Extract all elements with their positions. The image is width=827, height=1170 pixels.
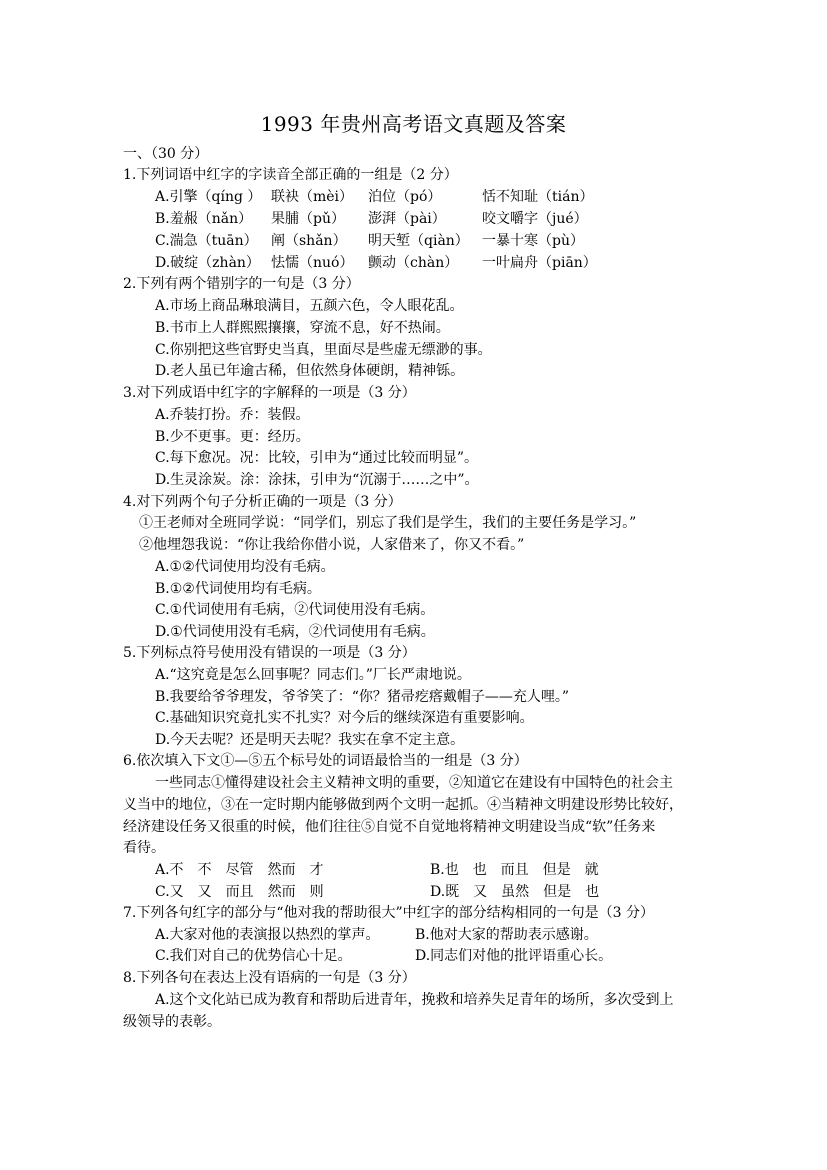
- q2-option-d: D.老人虽已年逾古稀，但依然身体硬朗，精神铄。: [155, 363, 465, 379]
- q7-option-a: A.大家对他的表演报以热烈的掌声。: [155, 927, 380, 943]
- q6-option-a: A.不 不 尽管 然而 才: [155, 862, 324, 878]
- q7-option-b: B.他对大家的帮助表示感谢。: [415, 927, 598, 943]
- q4-sentence-1: ①王老师对全班同学说：“同学们，别忘了我们是学生，我们的主要任务是学习。”: [139, 515, 637, 531]
- q1-option-d-3: 颤动（chàn）: [368, 255, 459, 271]
- q4-option-a: A.①②代词使用均没有毛病。: [155, 559, 335, 575]
- q1-option-c-2: 阐（shǎn）: [271, 233, 347, 249]
- q6-passage-line-4: 看待。: [123, 840, 165, 856]
- question-6-stem: 6.依次填入下文①—⑤五个标号处的词语最恰当的一组是（3 分）: [123, 753, 528, 769]
- q1-option-d-2: 怯懦（nuó）: [271, 255, 354, 271]
- q1-option-c-4: 一暴十寒（pù）: [482, 233, 584, 249]
- q4-option-d: D.①代词使用没有毛病，②代词使用有毛病。: [155, 624, 435, 640]
- question-3-stem: 3.对下列成语中红字的字解释的一项是（3 分）: [123, 385, 416, 401]
- question-7-stem: 7.下列各句红字的部分与“他对我的帮助很大”中红字的部分结构相同的一句是（3 分）: [123, 905, 655, 921]
- q3-option-c: C.每下愈况。况：比较，引申为“通过比较而明显”。: [155, 450, 478, 466]
- q2-option-a: A.市场上商品琳琅满目，五颜六色，令人眼花乱。: [155, 298, 464, 314]
- question-8-stem: 8.下列各句在表达上没有语病的一句是（3 分）: [123, 970, 416, 986]
- page-title: 1993 年贵州高考语文真题及答案: [260, 112, 567, 136]
- q1-option-d-1: D.破绽（zhàn）: [155, 255, 260, 271]
- q4-option-b: B.①②代词使用均有毛病。: [155, 581, 321, 597]
- q8-option-a-line-1: A.这个文化站已成为教育和帮助后进青年，挽救和培养失足青年的场所，多次受到上: [155, 992, 674, 1008]
- q1-option-d-4: 一叶扁舟（piān）: [482, 255, 597, 271]
- q5-option-a: A.“这究竟是怎么回事呢？同志们。”厂长严肃地说。: [155, 667, 471, 683]
- q5-option-c: C.基础知识究竟扎实不扎实？对今后的继续深造有重要影响。: [155, 710, 534, 726]
- q1-option-c-1: C.湍急（tuān）: [155, 233, 258, 249]
- q6-option-c: C.又 又 而且 然而 则: [155, 884, 324, 900]
- q2-option-c: C.你别把这些官野史当真，里面尽是些虚无缥渺的事。: [155, 342, 492, 358]
- q4-sentence-2: ②他埋怨我说：“你让我给你借小说，人家借来了，你又不看。”: [139, 537, 525, 553]
- q1-option-c-3: 明天堑（qiàn）: [368, 233, 469, 249]
- q7-option-c: C.我们对自己的优势信心十足。: [155, 948, 352, 964]
- section-heading: 一、（30 分）: [123, 146, 209, 162]
- q8-option-a-line-2: 级领导的表彰。: [123, 1014, 221, 1030]
- q6-option-d: D.既 又 虽然 但是 也: [430, 884, 600, 900]
- q6-passage-line-1: 一些同志①懂得建设社会主义精神文明的重要，②知道它在建设有中国特色的社会主: [155, 775, 673, 791]
- q3-option-b: B.少不更事。更：经历。: [155, 429, 310, 445]
- q1-option-b-3: 澎湃（pài）: [368, 211, 446, 227]
- q1-option-a-1: A.引擎（qíng ）: [155, 189, 262, 205]
- q1-option-a-3: 泊位（pó）: [368, 189, 442, 205]
- q3-option-d: D.生灵涂炭。涂：涂抹，引申为“沉溺于……之中”。: [155, 472, 479, 488]
- q3-option-a: A.乔装打扮。乔：装假。: [155, 407, 310, 423]
- q2-option-b: B.书市上人群熙熙攘攘，穿流不息，好不热闹。: [155, 320, 450, 336]
- question-5-stem: 5.下列标点符号使用没有错误的一项是（3 分）: [123, 645, 416, 661]
- q4-option-c: C.①代词使用有毛病，②代词使用没有毛病。: [155, 602, 435, 618]
- q6-passage-line-3: 经济建设任务又很重的时候，他们往往⑤自觉不自觉地将精神文明建设当成“软”任务来: [123, 819, 656, 835]
- q1-option-b-1: B.羞赧（nǎn）: [155, 211, 253, 227]
- q1-option-b-4: 咬文嚼字（jué）: [482, 211, 588, 227]
- question-2-stem: 2.下列有两个错别字的一句是（3 分）: [123, 276, 360, 292]
- q7-option-d: D.同志们对他的批评语重心长。: [415, 948, 613, 964]
- q1-option-a-2: 联袂（mèi）: [271, 189, 354, 205]
- q6-passage-line-2: 义当中的地位，③在一定时期内能够做到两个文明一起抓。④当精神文明建设形势比较好，: [123, 797, 683, 813]
- question-4-stem: 4.对下列两个句子分析正确的一项是（3 分）: [123, 494, 402, 510]
- q6-option-b: B.也 也 而且 但是 就: [430, 862, 599, 878]
- question-1-stem: 1.下列词语中红字的字读音全部正确的一组是（2 分）: [123, 167, 458, 183]
- q5-option-d: D.今天去呢？还是明天去呢？我实在拿不定主意。: [155, 732, 465, 748]
- q1-option-a-4: 恬不知耻（tián）: [482, 189, 594, 205]
- q1-option-b-2: 果脯（pǔ）: [271, 211, 345, 227]
- q5-option-b: B.我要给爷爷理发，爷爷笑了：“你？猪帚疙瘩戴帽子——充人哩。”: [155, 689, 570, 705]
